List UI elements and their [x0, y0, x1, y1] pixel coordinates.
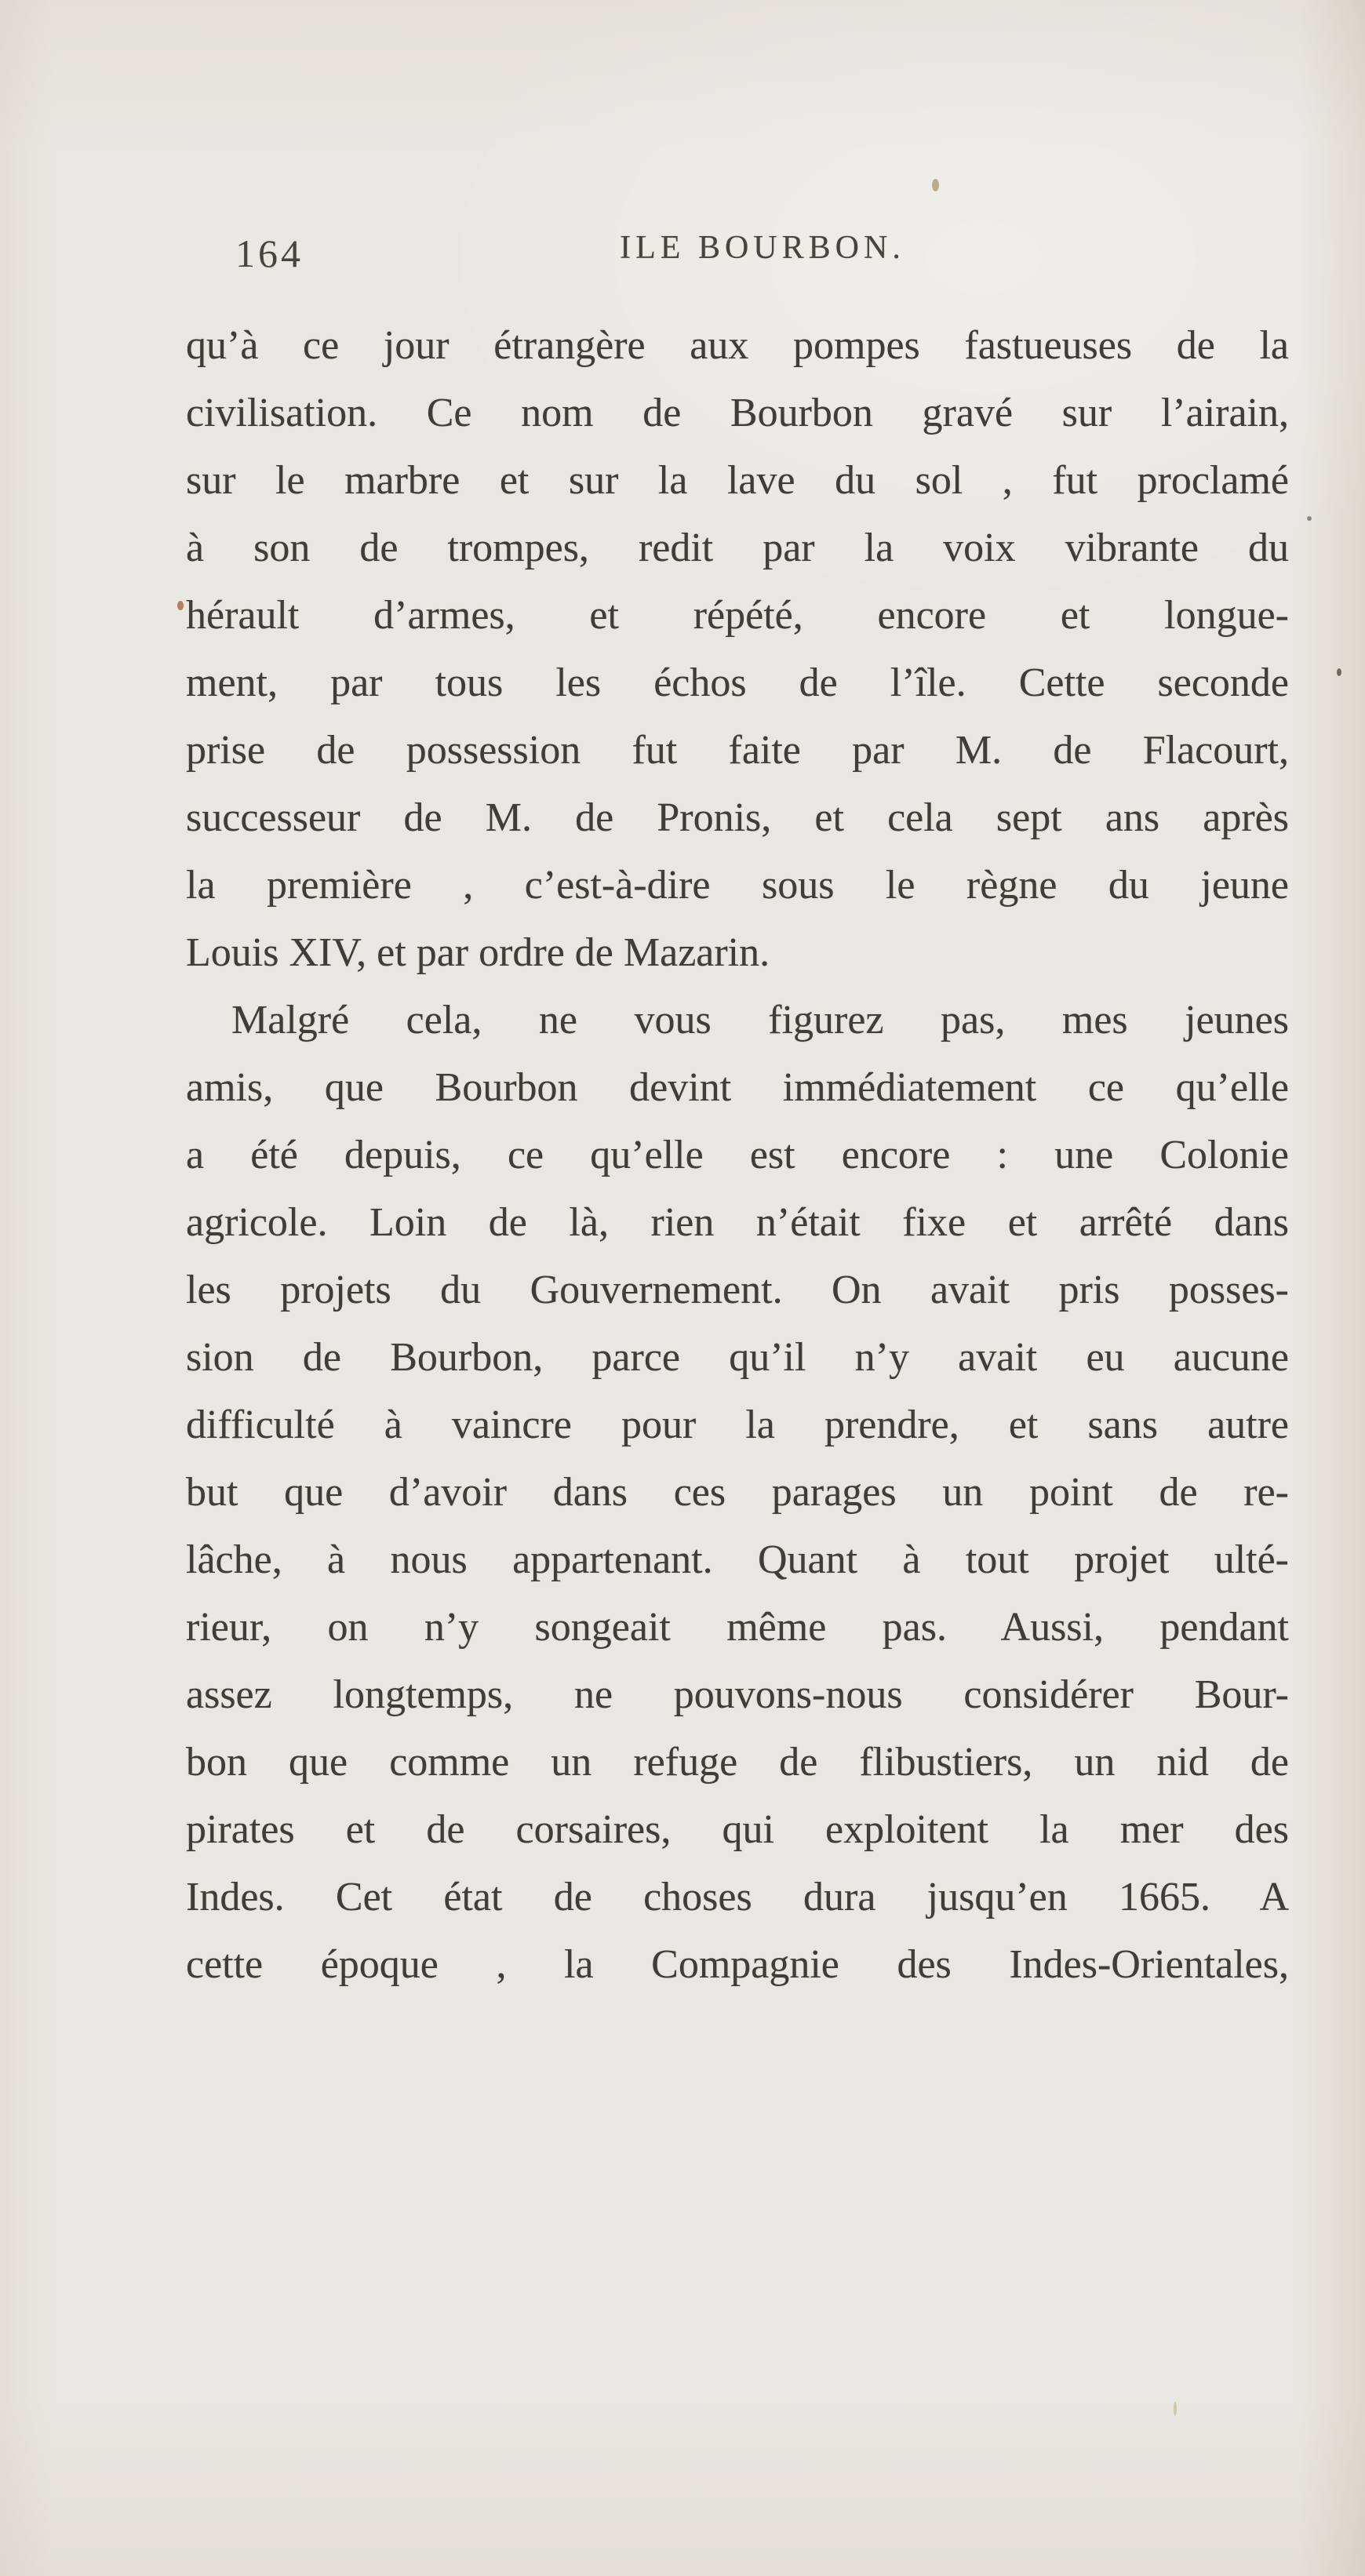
text-line: les projets du Gouvernement. On avait pris posses-: [186, 1268, 1289, 1312]
text-line: rieur, on n’y songeait même pas. Aussi, pendant: [186, 1605, 1289, 1650]
text-line: amis, que Bourbon devint immédiatement ce qu’elle: [186, 1065, 1289, 1110]
text-line: difficulté à vaincre pour la prendre, et sans autre: [186, 1403, 1289, 1447]
text-line: sion de Bourbon, parce qu’il n’y avait eu aucune: [186, 1335, 1289, 1380]
text-line: bon que comme un refuge de flibustiers, un nid de: [186, 1740, 1289, 1785]
paper-speck: [177, 601, 184, 610]
text-line: lâche, à nous appartenant. Quant à tout projet ulté-: [186, 1537, 1289, 1582]
page-number: 164: [235, 231, 304, 275]
running-title: ILE BOURBON.: [620, 230, 905, 266]
text-line: qu’à ce jour étrangère aux pompes fastueuses de la: [186, 323, 1289, 368]
text-line: assez longtemps, ne pouvons-nous considérer Bour-: [186, 1672, 1289, 1717]
paper-speck: [932, 179, 939, 191]
text-line: but que d’avoir dans ces parages un point de re-: [186, 1470, 1289, 1515]
paper-speck: [1337, 668, 1341, 676]
body-text: [186, 312, 1289, 1999]
text-line: a été depuis, ce qu’elle est encore : une Colonie: [186, 1133, 1289, 1177]
paper-speck: [1307, 516, 1312, 521]
text-line: sur le marbre et sur la lave du sol , fut proclamé: [186, 458, 1289, 503]
page-header: [186, 229, 1289, 276]
text-line: ment, par tous les échos de l’île. Cette seconde: [186, 660, 1289, 705]
text-line: à son de trompes, redit par la voix vibrante du: [186, 526, 1289, 570]
text-line: agricole. Loin de là, rien n’était fixe et arrêté dans: [186, 1200, 1289, 1245]
text-line: pirates et de corsaires, qui exploitent la mer des: [186, 1807, 1289, 1852]
text-line: la première , c’est-à-dire sous le règne du jeune: [186, 863, 1289, 908]
paper-speck: [1174, 2402, 1177, 2416]
text-line: cette époque , la Compagnie des Indes-Orientales,: [186, 1942, 1289, 1987]
text-line: Louis XIV, et par ordre de Mazarin.: [186, 930, 770, 975]
text-line: civilisation. Ce nom de Bourbon gravé sur l’airain,: [186, 391, 1289, 435]
text-line: prise de possession fut faite par M. de Flacourt,: [186, 728, 1289, 773]
text-line: successeur de M. de Pronis, et cela sept ans après: [186, 795, 1289, 840]
text-line: Indes. Cet état de choses dura jusqu’en 1665. A: [186, 1875, 1289, 1919]
text-line: hérault d’armes, et répété, encore et longue-: [186, 593, 1289, 638]
text-line: Malgré cela, ne vous figurez pas, mes jeunes: [231, 998, 1289, 1042]
